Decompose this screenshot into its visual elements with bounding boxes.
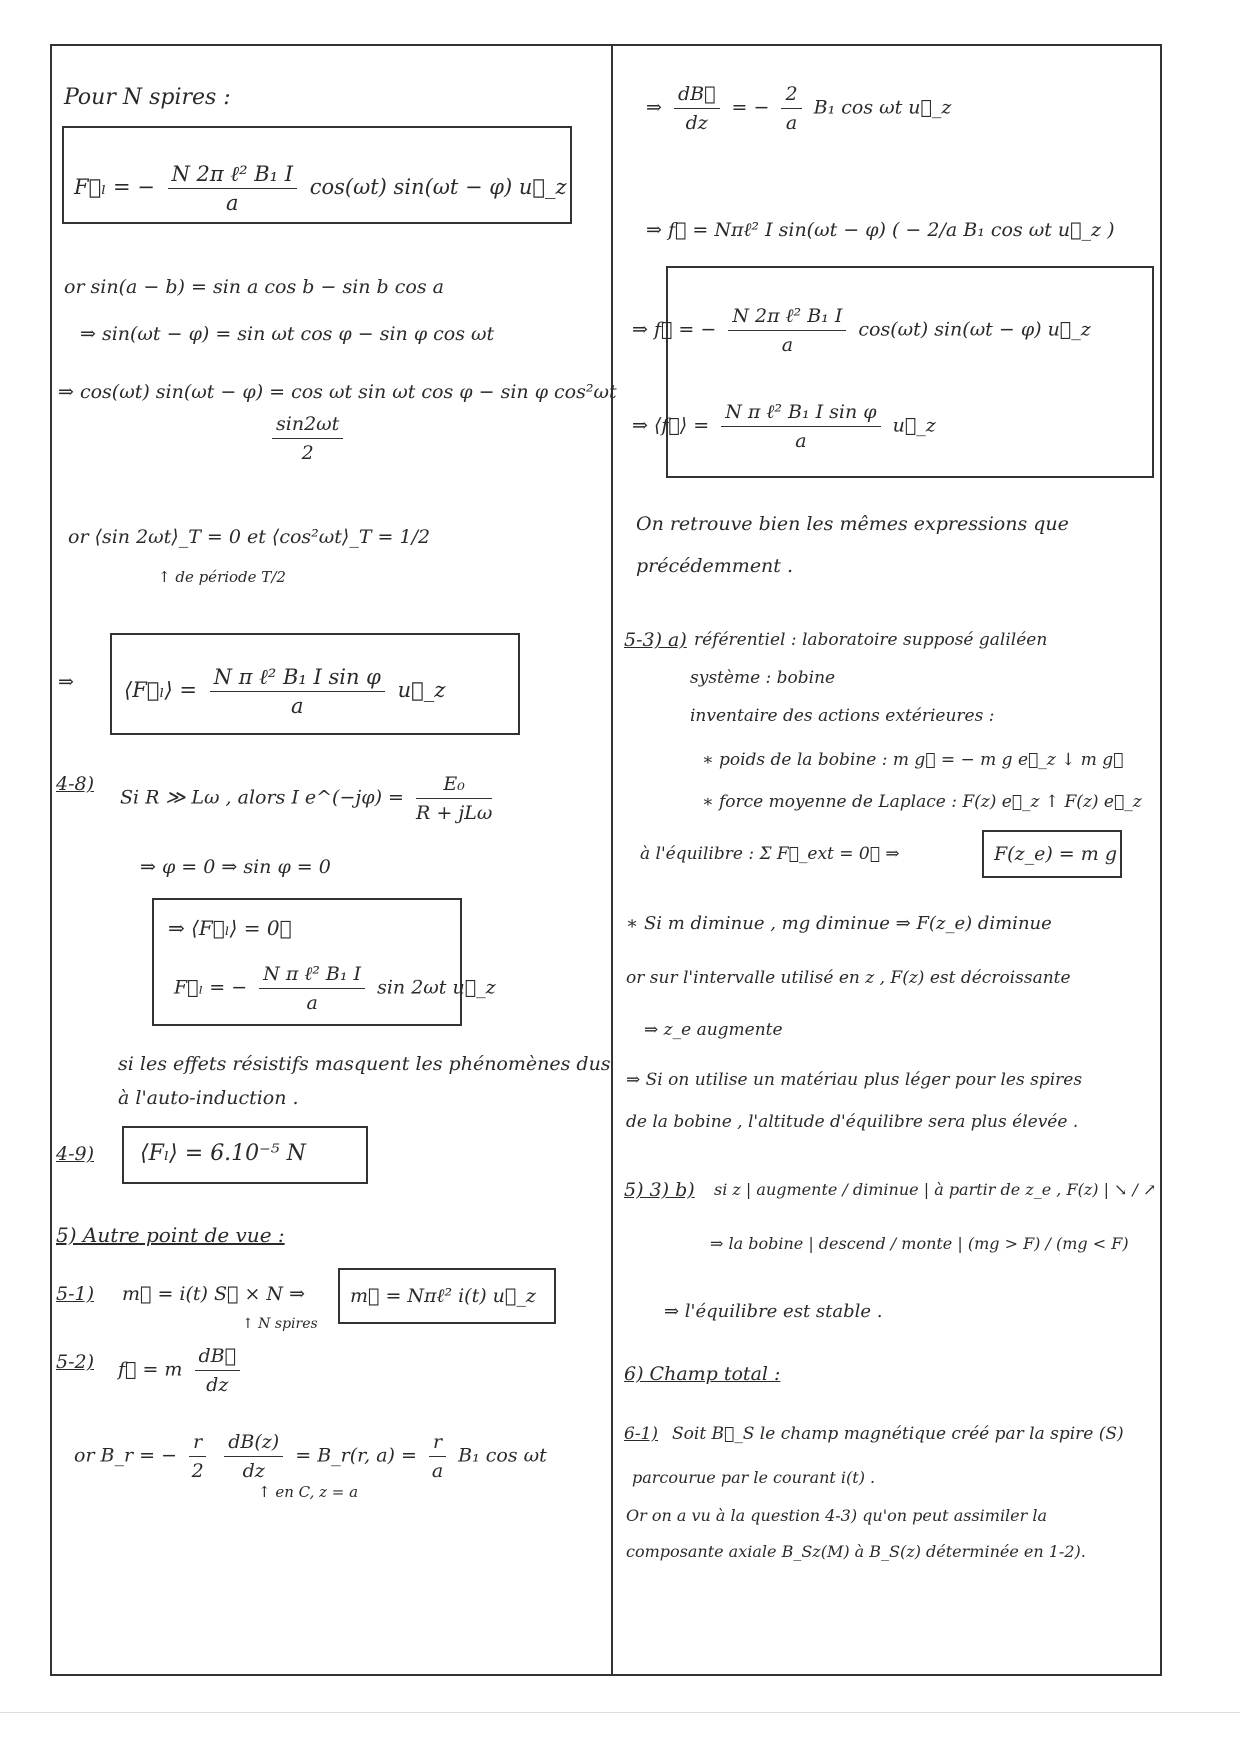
section-title: 6) Champ total :	[624, 1363, 781, 1385]
equation-box-force	[62, 126, 572, 224]
question-label: 5) 3) b)	[624, 1179, 695, 1201]
text-line: Or on a vu à la question 4-3) qu'on peut assimiler la	[626, 1506, 1048, 1525]
implies: ⇒	[58, 671, 74, 693]
equation-box-equilibrium: F(z_e) = m g	[982, 830, 1122, 878]
text-line: or sur l'intervalle utilisé en z , F(z) est décroissante	[626, 968, 1071, 988]
text-line: composante axiale B_Sz(M) à B_S(z) déterminée en 1-2).	[626, 1542, 1086, 1561]
question-label: 5-3) a)	[624, 629, 687, 651]
text-line: m⃗ = i(t) S⃗ × N ⇒	[122, 1283, 305, 1305]
annotation: ↑ N spires	[242, 1316, 318, 1332]
text-line: à l'auto-induction .	[118, 1087, 299, 1109]
equation-box-laplace: ⇒ f⃗ = − $\frac{\text{N 2π ℓ² B₁ I}}{a}$ cos(ωt) sin(ωt − φ) u⃗_z ⇒ ⟨f⃗⟩ = $\frac{\text{N π ℓ² B₁ I sin φ}}{a}$ u⃗_z	[666, 266, 1154, 478]
text-line: si z | augmente / diminue | à partir de z_e , F(z) | ↘ / ↗	[714, 1180, 1157, 1199]
text-line: On retrouve bien les mêmes expressions que	[636, 513, 1069, 535]
scan-edge	[0, 1712, 1240, 1713]
equation-box-moment: m⃗ = Nπℓ² i(t) u⃗_z	[338, 1268, 556, 1324]
eq-rhs: cos(ωt) sin(ωt − φ) u⃗_z	[309, 175, 567, 199]
text-line: système : bobine	[690, 668, 836, 688]
text-line: ⇒ $\frac{dB⃗}{dz}$ = − $\frac{2}{a}$ B₁ cos ωt u⃗_z	[646, 83, 952, 134]
fraction: $\frac{\sin 2\omega t}{2}$	[266, 412, 349, 465]
text-line: ⇒ cos(ωt) sin(ωt − φ) = cos ωt sin ωt cos φ − sin φ cos²ωt	[58, 381, 617, 403]
text-line: Si R ≫ Lω , alors I e^(−jφ) = $\frac{\text{E₀}}{\text{R + jLω}}$	[120, 773, 493, 824]
eq-lhs: F⃗ₗ = −	[74, 175, 155, 199]
text-line: parcourue par le courant i(t) .	[632, 1468, 876, 1487]
text-line: ⇒ sin(ωt − φ) = sin ωt cos φ − sin φ cos ωt	[80, 323, 495, 345]
text-line: ⇒ l'équilibre est stable .	[664, 1301, 883, 1322]
text-line: ∗ Si m diminue , mg diminue ⇒ F(z_e) diminue	[626, 913, 1052, 934]
column-divider	[611, 44, 613, 1676]
text-line: ⇒ f⃗ = Nπℓ² I sin(ωt − φ) ( − 2/a B₁ cos ωt u⃗_z )	[646, 219, 1115, 241]
eq-fraction: $\frac{\text{N 2π ℓ² B₁ I}}{a}$	[168, 162, 298, 215]
text-line: or ⟨sin 2ωt⟩_T = 0 et ⟨cos²ωt⟩_T = 1/2	[68, 526, 431, 548]
text-line: ⇒ φ = 0 ⇒ sin φ = 0	[140, 856, 331, 878]
question-label: 5-1)	[56, 1283, 95, 1305]
heading: Pour N spires :	[64, 85, 231, 110]
text-line: ⇒ la bobine | descend / monte | (mg > F) / (mg < F)	[710, 1234, 1129, 1253]
question-label: 4-8)	[56, 773, 95, 795]
text-line: ⇒ z_e augmente	[644, 1020, 783, 1040]
text-line: ∗ force moyenne de Laplace : F(z) e⃗_z ↑ F(z) e⃗_z	[702, 792, 1142, 812]
annotation: ↑ en C, z = a	[258, 1483, 359, 1501]
text-line: de la bobine , l'altitude d'équilibre sera plus élevée .	[626, 1112, 1079, 1132]
text-line: Soit B⃗_S le champ magnétique créé par la spire (S)	[672, 1424, 1124, 1444]
question-label: 5-2)	[56, 1351, 95, 1373]
section-title: 5) Autre point de vue :	[56, 1223, 285, 1247]
text-line: or B_r = − $\frac{r}{2}$ $\frac{dB(z)}{dz}$ = B_r(r, a) = $\frac{r}{a}$ B₁ cos ωt	[74, 1431, 547, 1482]
equation-box-value: ⟨Fₗ⟩ = 6.10⁻⁵ N	[122, 1126, 368, 1184]
text-line: or sin(a − b) = sin a cos b − sin b cos a	[64, 276, 444, 298]
text-line: précédemment .	[636, 555, 794, 577]
text-line: inventaire des actions extérieures :	[690, 706, 995, 726]
question-label: 6-1)	[624, 1424, 659, 1444]
text-line: ⇒ Si on utilise un matériau plus léger pour les spires	[626, 1070, 1083, 1090]
annotation: ↑ de période T/2	[158, 568, 286, 586]
text-line: référentiel : laboratoire supposé galiléen	[694, 630, 1048, 650]
text-line: f⃗ = m $\frac{dB⃗}{dz}$	[118, 1344, 246, 1397]
equation-box-mean-force: ⟨F⃗ₗ⟩ = $\frac{\text{N π ℓ² B₁ I sin φ}}{a}$ u⃗_z	[110, 633, 520, 735]
equation-box-zero: ⇒ ⟨F⃗ₗ⟩ = 0⃗ F⃗ₗ = − $\frac{\text{N π ℓ² B₁ I}}{a}$ sin 2ωt u⃗_z	[152, 898, 462, 1026]
text-line: si les effets résistifs masquent les phénomènes dus	[118, 1053, 611, 1075]
text-line: à l'équilibre : Σ F⃗_ext = 0⃗ ⇒	[640, 844, 900, 864]
question-label: 4-9)	[56, 1143, 95, 1165]
text-line: ∗ poids de la bobine : m g⃗ = − m g e⃗_z ↓ m g⃗	[702, 750, 1124, 770]
